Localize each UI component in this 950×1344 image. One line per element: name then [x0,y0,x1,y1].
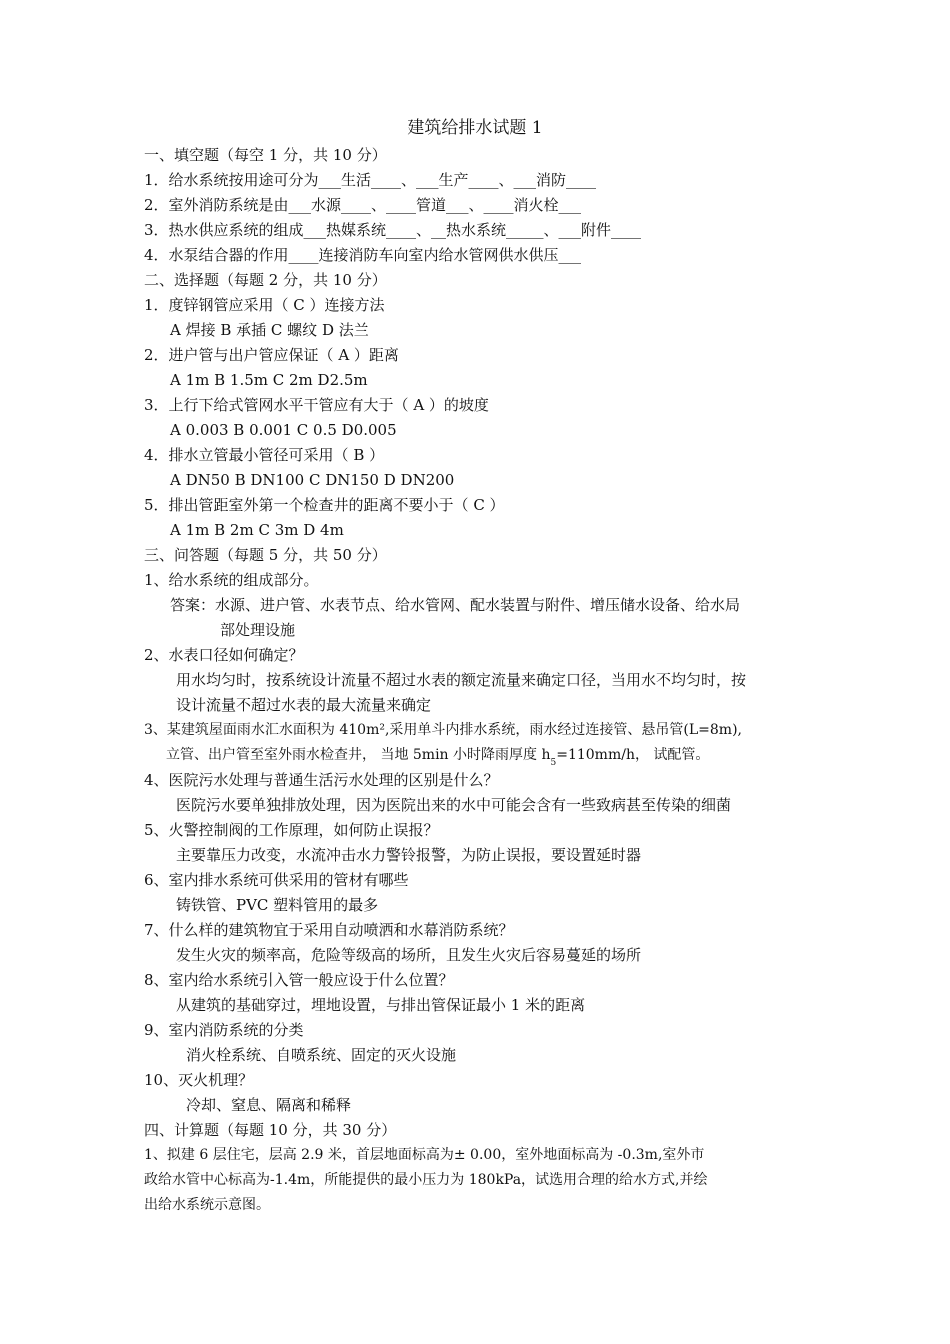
qa-question-7: 7、什么样的建筑物宜于采用自动喷洒和水幕消防系统？ [144,921,514,939]
qa-question-3-text-a: 立管、出户管至室外雨水检查井， 当地 5min 小时降雨厚度 h [166,747,551,763]
section-heading-fill-blank: 一、填空题（每空 1 分，共 10 分） [144,146,387,164]
qa-answer-2-line-2: 设计流量不超过水表的最大流量来确定 [176,696,432,714]
choice-options-2: A 1m B 1.5m C 2m D2.5m [170,371,368,389]
fill-blank-question-4: 4．水泵结合器的作用____连接消防车向室内给水管网供水供压___ [144,246,582,264]
qa-question-4: 4、医院污水处理与普通生活污水处理的区别是什么？ [144,771,499,789]
section-heading-choice: 二、选择题（每题 2 分，共 10 分） [144,271,387,289]
qa-answer-1-line-2: 部处理设施 [220,621,296,639]
choice-options-1: A 焊接 B 承插 C 螺纹 D 法兰 [170,321,369,339]
qa-question-2: 2、水表口径如何确定？ [144,646,304,664]
fill-blank-question-1: 1．给水系统按用途可分为___生活____、___生产____、___消防____ [144,171,597,189]
qa-question-9: 9、室内消防系统的分类 [144,1021,304,1039]
qa-question-10: 10、灭火机理？ [144,1071,254,1089]
choice-question-5: 5．排出管距室外第一个检查井的距离不要小于（ C ） [144,496,505,514]
qa-question-3-text-b: =110mm/h， 试配管。 [556,747,710,763]
fill-blank-question-3: 3．热水供应系统的组成___热媒系统____、__热水系统_____、___附件____ [144,221,642,239]
section-heading-qa: 三、问答题（每题 5 分，共 50 分） [144,546,387,564]
qa-question-3-line-2 [144,743,824,768]
qa-question-3-line-1: 3、某建筑屋面雨水汇水面积为 410m²,采用单斗内排水系统，雨水经过连接管、悬吊管(L=8m), [144,722,742,738]
choice-options-3: A 0.003 B 0.001 C 0.5 D0.005 [170,421,397,439]
qa-question-1: 1、给水系统的组成部分。 [144,571,319,589]
choice-options-5: A 1m B 2m C 3m D 4m [170,521,344,539]
qa-answer-9: 消火栓系统、自喷系统、固定的灭火设施 [186,1046,457,1064]
qa-answer-6: 铸铁管、PVC 塑料管用的最多 [176,896,379,914]
choice-question-3: 3．上行下给式管网水平干管应有大于（ A ）的坡度 [144,396,489,414]
choice-question-2: 2．进户管与出户管应保证（ A ）距离 [144,346,399,364]
qa-question-8: 8、室内给水系统引入管一般应设于什么位置？ [144,971,454,989]
section-heading-calculation: 四、计算题（每题 10 分，共 30 分） [144,1121,397,1139]
qa-answer-8: 从建筑的基础穿过，埋地设置，与排出管保证最小 1 米的距离 [176,996,586,1014]
qa-question-6: 6、室内排水系统可供采用的管材有哪些 [144,871,409,889]
choice-question-4: 4．排水立管最小管径可采用（ B ） [144,446,385,464]
qa-answer-4: 医院污水要单独排放处理，因为医院出来的水中可能会含有一些致病甚至传染的细菌 [176,796,732,814]
choice-options-4: A DN50 B DN100 C DN150 D DN200 [170,471,455,489]
qa-answer-5: 主要靠压力改变，水流冲击水力警铃报警，为防止误报，要设置延时器 [176,846,642,864]
qa-question-3-subscript: 5 [550,758,557,768]
document-title: 建筑给排水试题 1 [407,118,543,138]
qa-answer-1-line-1: 答案：水源、进户管、水表节点、给水管网、配水装置与附件、增压储水设备、给水局 [170,596,741,614]
document-body [144,143,824,1218]
calc-question-1-line-2: 政给水管中心标高为-1.4m，所能提供的最小压力为 180kPa，试选用合理的给水方式,并绘 [144,1172,708,1188]
choice-question-1: 1．度锌钢管应采用（ C ）连接方法 [144,296,385,314]
qa-answer-10: 冷却、窒息、隔离和稀释 [186,1096,352,1114]
calc-question-1-line-3: 出给水系统示意图。 [144,1197,270,1213]
calc-question-1-line-1: 1、拟建 6 层住宅，层高 2.9 米，首层地面标高为± 0.00，室外地面标高为 -0.3m,室外市 [144,1147,705,1163]
qa-question-5: 5、火警控制阀的工作原理，如何防止误报？ [144,821,439,839]
qa-answer-7: 发生火灾的频率高，危险等级高的场所，且发生火灾后容易蔓延的场所 [176,946,642,964]
qa-answer-2-line-1: 用水均匀时，按系统设计流量不超过水表的额定流量来确定口径，当用水不均匀时，按 [176,671,747,689]
fill-blank-question-2: 2．室外消防系统是由___水源____、____管道___、____消火栓___ [144,196,582,214]
